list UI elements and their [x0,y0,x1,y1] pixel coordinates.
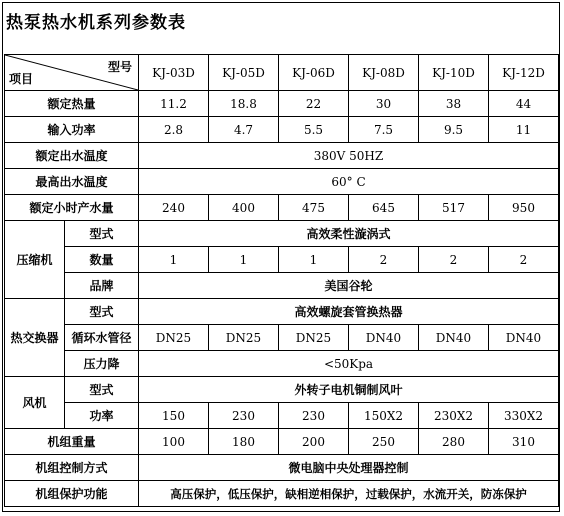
table-row [5,195,559,221]
table-row [5,221,559,247]
table-row [5,117,559,143]
table-cell: 330X2 [489,403,559,429]
table-row [5,351,559,377]
row-label: 额定出水温度 [5,143,139,169]
table-cell: 230 [279,403,349,429]
table-cell: 18.8 [209,91,279,117]
table-cell: 5.5 [279,117,349,143]
sub-label: 型式 [65,221,139,247]
table-cell: <50Kpa [139,351,559,377]
table-cell: 高效螺旋套管换热器 [139,299,559,325]
table-cell: DN25 [139,325,209,351]
table-row [5,247,559,273]
table-cell: 250 [349,429,419,455]
table-cell: 2.8 [139,117,209,143]
table-cell: 4.7 [209,117,279,143]
row-label: 额定小时产水量 [5,195,139,221]
row-label: 机组控制方式 [5,455,139,481]
table-cell: 高压保护，低压保护，缺相逆相保护，过载保护，水流开关，防冻保护 [139,481,559,507]
sub-label: 数量 [65,247,139,273]
page-title: 热泵热水机系列参数表 [6,13,186,33]
table-row [5,299,559,325]
table-row [5,403,559,429]
table-cell: 1 [279,247,349,273]
header-row [5,55,559,91]
table-cell: DN40 [489,325,559,351]
table-cell: 380V 50HZ [139,143,559,169]
header-corner-cell [5,55,139,91]
table-cell: 1 [139,247,209,273]
table-cell: 150 [139,403,209,429]
table-cell: DN25 [279,325,349,351]
table-row [5,91,559,117]
table-row [5,481,559,507]
table-cell: 950 [489,195,559,221]
model-header-label: 型号 [107,60,132,74]
table-cell: 280 [419,429,489,455]
table-cell: 11 [489,117,559,143]
table-cell: 517 [419,195,489,221]
table-row [5,455,559,481]
row-label: 机组保护功能 [5,481,139,507]
table-cell: DN25 [209,325,279,351]
table-cell: 11.2 [139,91,209,117]
table-cell: 100 [139,429,209,455]
model-header: KJ-05D [209,55,279,91]
row-label: 最高出水温度 [5,169,139,195]
table-row [5,169,559,195]
group-label: 热交换器 [5,299,65,377]
model-header: KJ-06D [279,55,349,91]
model-header: KJ-12D [489,55,559,91]
table-cell: 230 [209,403,279,429]
sub-label: 品牌 [65,273,139,299]
table-cell: 外转子电机铜制风叶 [139,377,559,403]
group-label: 风机 [5,377,65,429]
table-cell: 微电脑中央处理器控制 [139,455,559,481]
table-cell: 高效柔性漩涡式 [139,221,559,247]
spec-table [4,54,559,507]
table-cell: 230X2 [419,403,489,429]
table-cell: 400 [209,195,279,221]
model-header: KJ-08D [349,55,419,91]
table-cell: DN40 [349,325,419,351]
table-cell: 310 [489,429,559,455]
sub-label: 循环水管径 [65,325,139,351]
row-label: 额定热量 [5,91,139,117]
item-header-label: 项目 [9,72,34,86]
group-label: 压缩机 [5,221,65,299]
table-cell: 美国谷轮 [139,273,559,299]
sub-label: 压力降 [65,351,139,377]
table-row [5,325,559,351]
sub-label: 功率 [65,403,139,429]
table-cell: 7.5 [349,117,419,143]
table-row [5,377,559,403]
sub-label: 型式 [65,377,139,403]
table-cell: 9.5 [419,117,489,143]
table-cell: 22 [279,91,349,117]
row-label: 机组重量 [5,429,139,455]
table-cell: 60° C [139,169,559,195]
table-row [5,273,559,299]
table-cell: 38 [419,91,489,117]
table-cell: 30 [349,91,419,117]
sub-label: 型式 [65,299,139,325]
table-cell: 645 [349,195,419,221]
table-cell: 150X2 [349,403,419,429]
table-cell: 200 [279,429,349,455]
table-cell: 180 [209,429,279,455]
table-cell: 2 [489,247,559,273]
row-label: 输入功率 [5,117,139,143]
table-cell: 2 [349,247,419,273]
table-cell: DN40 [419,325,489,351]
table-cell: 240 [139,195,209,221]
model-header: KJ-03D [139,55,209,91]
table-cell: 2 [419,247,489,273]
table-row [5,143,559,169]
table-cell: 1 [209,247,279,273]
table-row [5,429,559,455]
table-cell: 44 [489,91,559,117]
table-cell: 475 [279,195,349,221]
model-header: KJ-10D [419,55,489,91]
